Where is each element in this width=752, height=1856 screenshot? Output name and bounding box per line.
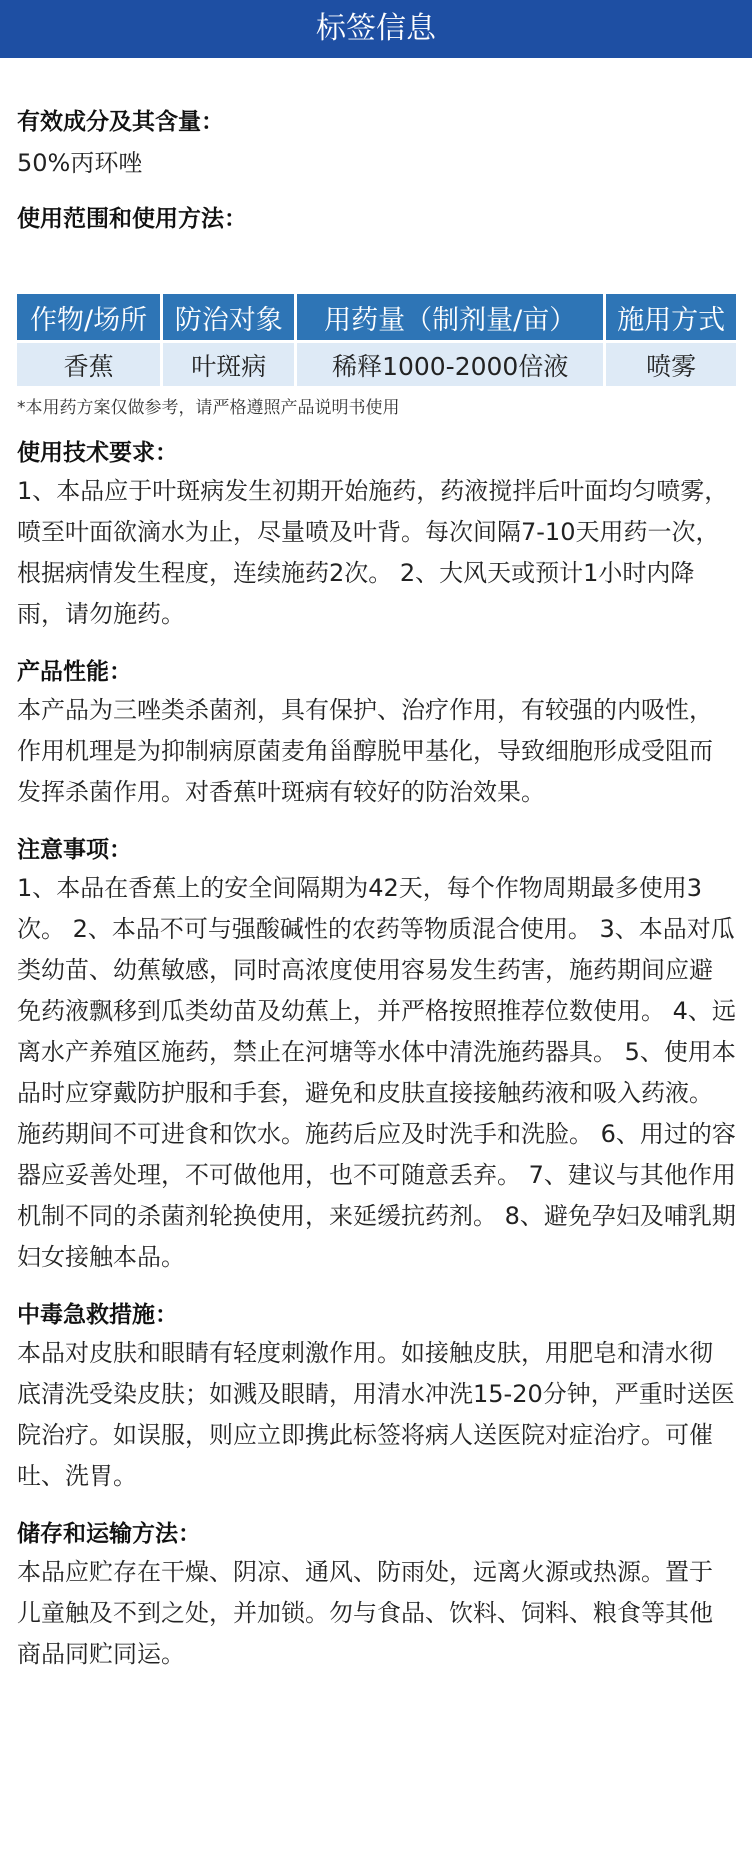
storage-heading: 储存和运输方法： <box>17 1521 201 1547</box>
cell-target: 叶斑病 <box>163 343 294 386</box>
page-header <box>0 0 752 58</box>
ingredient-heading: 有效成分及其含量： <box>17 109 224 135</box>
usage-table <box>14 294 739 386</box>
technique-heading: 使用技术要求： <box>17 440 178 466</box>
precautions-text: 1、本品在香蕉上的安全间隔期为42天，每个作物周期最多使用3次。 2、本品不可与强酸碱性的农药等物质混合使用。 3、本品对瓜类幼苗、幼蕉敏感，同时高浓度使用容易发生药害，施药期间应避免药液飘移到瓜类幼苗及幼蕉上，并严格按照推荐位数使用。 4、远离水产养殖区施药，禁止在河塘等水体中清洗施药器具。 5、使用本品时应穿戴防护服和手套，避免和皮肤直接接触药液和吸入药液。施药期间不可进食和饮水。施药后应及时洗手和洗脸。 6、用过的容器应妥善处理，不可做他用，也不可随意丢弃。 7、建议与其他作用机制不同的杀菌剂轮换使用，来延缓抗药剂。 8、避免孕妇及哺乳期妇女接触本品。 <box>17 874 736 1271</box>
column-header-dosage: 用药量（制剂量/亩） <box>297 294 603 343</box>
first-aid-heading: 中毒急救措施： <box>17 1302 178 1328</box>
first-aid-text: 本品对皮肤和眼睛有轻度刺激作用。如接触皮肤，用肥皂和清水彻底清洗受染皮肤；如溅及眼睛，用清水冲洗15-20分钟，严重时送医院治疗。如误服，则应立即携此标签将病人送医院对症治疗。可催吐、洗胃。 <box>17 1339 735 1490</box>
usage-note: *本用药方案仅做参考，请严格遵照产品说明书使用 <box>17 398 400 418</box>
performance-heading: 产品性能： <box>17 659 132 685</box>
cell-crop: 香蕉 <box>17 343 160 386</box>
precautions-heading: 注意事项： <box>17 837 132 863</box>
performance-text: 本产品为三唑类杀菌剂，具有保护、治疗作用，有较强的内吸性，作用机理是为抑制病原菌麦角甾醇脱甲基化，导致细胞形成受阻而发挥杀菌作用。对香蕉叶斑病有较好的防治效果。 <box>17 696 713 806</box>
column-header-target: 防治对象 <box>163 294 294 343</box>
cell-dosage: 稀释1000-2000倍液 <box>297 343 603 386</box>
page-title: 标签信息 <box>316 11 436 46</box>
column-header-crop: 作物/场所 <box>17 294 160 343</box>
technique-text: 1、本品应于叶斑病发生初期开始施药，药液搅拌后叶面均匀喷雾，喷至叶面欲滴水为止，尽量喷及叶背。每次间隔7-10天用药一次，根据病情发生程度，连续施药2次。 2、大风天或预计1小时内降雨，请勿施药。 <box>17 477 729 628</box>
label-content <box>0 107 752 1675</box>
storage-text: 本品应贮存在干燥、阴凉、通风、防雨处，远离火源或热源。置于儿童触及不到之处，并加锁。勿与食品、饮料、饲料、粮食等其他商品同贮同运。 <box>17 1558 713 1668</box>
usage-table-header-row <box>17 294 736 343</box>
ingredient-value: 50%丙环唑 <box>17 149 143 177</box>
column-header-method: 施用方式 <box>606 294 736 343</box>
cell-method: 喷雾 <box>606 343 736 386</box>
usage-heading: 使用范围和使用方法： <box>17 206 247 232</box>
table-row <box>17 343 736 386</box>
